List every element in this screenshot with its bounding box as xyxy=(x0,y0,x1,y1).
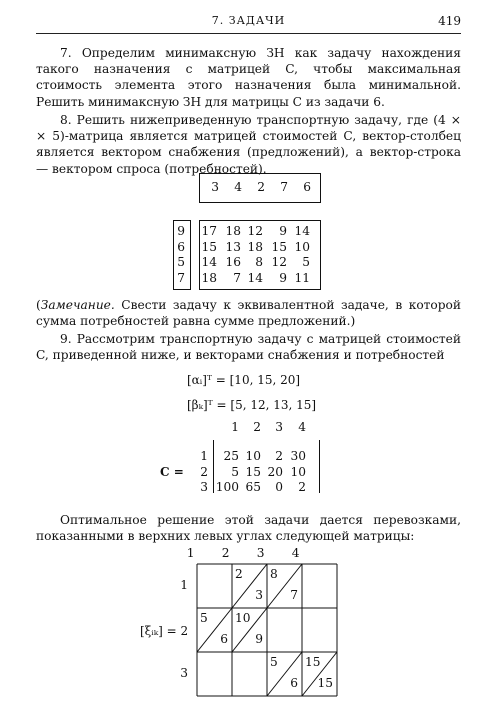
alpha-vector: [αᵢ]ᵀ = [10, 15, 20] xyxy=(187,373,301,387)
basic-flow-value: 8 xyxy=(270,567,278,581)
cost-cell: 15 xyxy=(201,239,217,254)
cost-cell: 10 xyxy=(294,239,310,254)
cost-cell: 13 xyxy=(225,239,241,254)
cost-matrix-9-label: C = xyxy=(160,465,184,479)
supply-value: 6 xyxy=(177,239,185,254)
optimal-solution-text: Оптимальное решение этой задачи дается перевозками, показанными в верхних левых углах следующей матрицы: xyxy=(36,513,461,544)
cost-cell: 65 xyxy=(245,480,261,494)
cost-cell: 25 xyxy=(223,449,239,463)
column-index: 1 xyxy=(186,546,195,560)
cost-cell: 11 xyxy=(294,270,310,285)
row-index: 1 xyxy=(200,449,208,463)
dual-value: 6 xyxy=(220,632,228,646)
row-index: 2 xyxy=(200,464,208,479)
cost-cell: 15 xyxy=(271,239,287,254)
demand-value: 7 xyxy=(280,180,288,194)
column-index: 4 xyxy=(291,546,300,560)
basic-flow-value: 15 xyxy=(305,655,321,669)
cost-cell: 100 xyxy=(215,480,239,494)
cost-cell: 15 xyxy=(245,464,261,479)
row-index: 3 xyxy=(180,666,188,680)
dual-value: 3 xyxy=(255,588,263,602)
cost-cell: 14 xyxy=(247,270,263,285)
demand-value: 2 xyxy=(257,180,265,194)
cost-cell: 18 xyxy=(247,239,263,254)
cost-cell: 12 xyxy=(271,255,287,269)
dual-value: 15 xyxy=(317,676,333,690)
column-index: 2 xyxy=(253,420,261,434)
cost-cell: 7 xyxy=(233,270,241,285)
demand-value: 6 xyxy=(303,180,311,194)
cost-cell: 14 xyxy=(294,224,310,238)
chapter-title: 7. ЗАДАЧИ xyxy=(211,14,286,27)
cost-cell: 18 xyxy=(225,224,241,238)
cost-cell: 10 xyxy=(290,464,306,479)
column-index: 3 xyxy=(275,420,283,434)
cost-cell: 17 xyxy=(201,224,217,238)
remark-text: (Замечание. Свести задачу к эквивалентной задаче, в которой сумма потребностей равна сумме предложений.) xyxy=(36,298,462,329)
cost-cell: 8 xyxy=(255,255,263,269)
column-index: 4 xyxy=(298,420,306,434)
column-index: 1 xyxy=(231,420,239,434)
column-index: 3 xyxy=(256,546,265,560)
row-index: 3 xyxy=(200,480,208,494)
basic-flow-value: 10 xyxy=(235,611,251,625)
column-index: 2 xyxy=(221,546,230,560)
basic-flow-value: 2 xyxy=(235,567,243,581)
supply-value: 9 xyxy=(177,224,185,238)
basic-flow-value: 5 xyxy=(270,655,278,669)
cost-cell: 2 xyxy=(298,480,306,494)
cost-cell: 10 xyxy=(245,449,261,463)
cost-cell: 12 xyxy=(247,224,263,238)
cost-cell: 5 xyxy=(302,255,310,269)
problem-7-text: 7. Определим минимаксную ЗН как задачу нахождения такого назначения с матрицей C, чтобы максимальная стоимость элемента этого назначения была минимальной. Решить минимаксную ЗН для матрицы C из задачи 6. xyxy=(36,46,461,109)
cost-cell: 20 xyxy=(267,464,283,479)
cost-cell: 9 xyxy=(279,270,287,285)
problem-9-text: 9. Рассмотрим транспортную задачу с матрицей стоимостей C, приведенной ниже, и векторами снабжения и потребностей xyxy=(36,332,461,363)
cost-cell: 0 xyxy=(275,480,283,494)
dual-value: 9 xyxy=(255,632,263,646)
cost-cell: 5 xyxy=(231,464,239,479)
basic-flow-value: 5 xyxy=(200,611,208,625)
page-number: 419 xyxy=(438,14,461,28)
cost-cell: 16 xyxy=(225,255,241,269)
cost-cell: 18 xyxy=(201,270,217,285)
demand-value: 4 xyxy=(234,180,242,194)
dual-value: 6 xyxy=(290,676,298,690)
cost-cell: 9 xyxy=(279,224,287,238)
solution-matrix-label: [ξᵢₖ] = 2 xyxy=(140,624,189,638)
cost-cell: 14 xyxy=(201,255,217,269)
problem-8-text: 8. Решить нижеприведенную транспортную задачу, где (4 × × 5)-матрица является матрицей стоимостей C, вектор-столбец является вектором снабжения (предложений), а вектор-строка — вектором спроса (потребностей). xyxy=(36,113,461,176)
demand-value: 3 xyxy=(211,180,219,194)
supply-value: 7 xyxy=(177,270,185,285)
dual-value: 7 xyxy=(290,588,298,602)
supply-value: 5 xyxy=(177,255,185,269)
row-index: 1 xyxy=(180,578,188,592)
cost-cell: 2 xyxy=(275,449,283,463)
cost-cell: 30 xyxy=(290,449,306,463)
beta-vector: [βₖ]ᵀ = [5, 12, 13, 15] xyxy=(187,398,317,412)
